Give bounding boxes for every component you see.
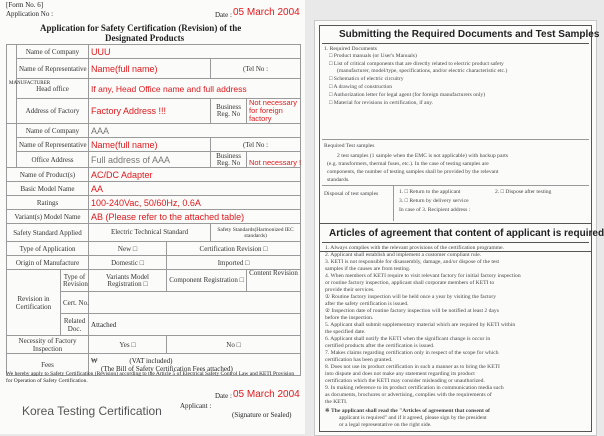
disposal-divider bbox=[393, 185, 394, 221]
new-option-label: New bbox=[117, 244, 132, 253]
article-line-14: 6. Applicant shall notify the KETI when the significant change is occur in bbox=[325, 336, 491, 342]
article-line-19: into dispute and does not make any statement regarding its product bbox=[325, 371, 475, 377]
article-line-2: 2. Applicant shall establish and implement a customer compliant rule. bbox=[325, 252, 482, 258]
bill-note: (The Bill of Safety Certification Fees attached) bbox=[101, 364, 233, 373]
domestic-option-label: Domestic bbox=[111, 258, 138, 267]
recipient-address-label: In case of 3. Recipient address : bbox=[399, 207, 471, 213]
content-revision-option[interactable] bbox=[247, 270, 301, 292]
yes-option-label: Yes bbox=[119, 340, 130, 349]
date2-value: 05 March 2004 bbox=[233, 389, 300, 400]
samples-text-4: standards. bbox=[327, 177, 350, 183]
article-line-12: 5. Applicant shall submit supplementary material which are required by KETI within bbox=[325, 322, 516, 328]
content-revision-label: Content Revision bbox=[249, 269, 298, 277]
doc-item-2-continued: (manufacturer, model/type, specifications, and/or electric characteristic etc.) bbox=[337, 68, 508, 74]
article-line-15: certified products after the certification is issued. bbox=[325, 343, 435, 349]
disposal-dispose-option[interactable]: 2. □ Dispose after testing bbox=[495, 189, 552, 195]
name-of-product-label: Name of Product(s) bbox=[7, 168, 89, 182]
variants-model-registration-option[interactable]: Variants Model Registration □ bbox=[89, 270, 167, 292]
article-line-18: 8. Does not use its product certification in such a manner as to bring the KETI bbox=[325, 364, 500, 370]
footer-brand: Korea Testing Certification bbox=[22, 404, 162, 418]
doc-item-2[interactable]: □ List of critical components that are directly related to electric product safety bbox=[329, 61, 504, 67]
required-samples-heading: Required Test samples bbox=[324, 143, 375, 149]
article-line-16: 7. Makes claims regarding certification only in respect of the scope for which bbox=[325, 350, 499, 356]
no-option-label: No bbox=[226, 340, 235, 349]
address-of-factory-label: Address of Factory bbox=[17, 99, 89, 124]
article-line-22: as documents, brochures or advertising, complies with the requirements of bbox=[325, 392, 492, 398]
samples-text-1: 2 test samples (1 sample when the EMC is not applicable) with backup parts bbox=[337, 153, 509, 159]
basic-model-label: Basic Model Name bbox=[7, 182, 89, 196]
tel-no-label: (Tel No : bbox=[242, 64, 269, 73]
final-note-2: applicant is required" and if it agreed, please sign by the president bbox=[339, 415, 487, 421]
variants-model-registration-label: Variants Model Registration bbox=[106, 272, 149, 288]
disposal-return-option[interactable]: 1. □ Return to the applicant bbox=[399, 189, 461, 195]
form-title-line2: Designated Products bbox=[105, 33, 185, 43]
articles-title: Articles of agreement that content of applicant is required bbox=[329, 228, 604, 239]
manufacturer-side-label: MANUFACTURER bbox=[7, 45, 17, 124]
application-form-table bbox=[6, 44, 301, 376]
doc-item-6[interactable]: □ Material for revisions in certification, if any. bbox=[329, 100, 434, 106]
head-office-label: Head office bbox=[17, 79, 89, 99]
final-note-1: ※ The applicant shall read the "Articles of agreement that consent of bbox=[325, 408, 490, 414]
samples-divider bbox=[322, 185, 589, 186]
head-office-value: If any, Head Office name and full address bbox=[89, 79, 301, 99]
component-registration-option[interactable]: Component Registration □ bbox=[167, 270, 247, 292]
submission-title: Submitting the Required Documents and Test Samples bbox=[339, 29, 600, 40]
factory-address-value: Factory Address !!! bbox=[89, 99, 211, 124]
product-value: AC/DC Adapter bbox=[89, 168, 301, 182]
safety-standard-label: Safety Standard Applied bbox=[7, 224, 89, 242]
company-name-value: UUU bbox=[89, 45, 301, 59]
cert-no-label: Cert. No. bbox=[61, 292, 89, 314]
certification-revision-label: Certification Revision bbox=[199, 244, 262, 253]
articles-divider bbox=[322, 242, 589, 243]
certification-revision-option[interactable]: Certification Revision □ bbox=[167, 242, 301, 256]
article-line-17: certification has been granted. bbox=[325, 357, 393, 363]
representative-value-2: Name(full name) bbox=[89, 138, 211, 152]
revision-in-certification-label: Revision in Certification bbox=[7, 270, 61, 336]
tel-no-label-2: (Tel No : bbox=[242, 140, 269, 149]
application-no-label: Application No : bbox=[6, 10, 54, 18]
article-line-6: or routine factory inspection, applicant shall corporate members of KETI to bbox=[325, 280, 495, 286]
type-of-application-label: Type of Application bbox=[7, 242, 89, 256]
component-registration-label: Component Registration bbox=[169, 276, 238, 284]
required-docs-heading: 1. Required Documents bbox=[324, 46, 377, 52]
business-reg-no-label-2: Business Reg. No bbox=[211, 152, 247, 168]
imported-option-label: Imported bbox=[217, 258, 244, 267]
disposal-label: Disposal of test samples bbox=[324, 191, 379, 197]
domestic-option[interactable]: Domestic □ bbox=[89, 256, 167, 270]
disposal-delivery-option[interactable]: 3. □ Return by delivery service bbox=[399, 198, 469, 204]
form-title-line1: Application for Safety Certification (Revision) of the bbox=[40, 23, 242, 33]
article-line-7: provide their services. bbox=[325, 287, 375, 293]
requirements-page bbox=[314, 20, 604, 436]
vat-included: (VAT included) bbox=[129, 356, 173, 365]
samples-text-3: components, the number of testing samples shall be provided by the relevant bbox=[327, 169, 499, 175]
doc-item-3[interactable]: □ Schematics of electric circuitry bbox=[329, 76, 404, 82]
article-line-5: 4. When members of KETI require to visit relevant factory for initial factory inspection bbox=[325, 273, 521, 279]
declaration-text: We hereby apply to Safety Certification (Revision) according to the Article 5 of Electrical Safety Control Law and KETI Provision for Operation of Safety Certification. bbox=[6, 371, 295, 384]
ratings-value: 100-240Vac, 50/60Hz, 0.6A bbox=[89, 196, 301, 210]
article-line-13: the specified date. bbox=[325, 329, 366, 335]
article-line-20: certification which the KETI may consider misleading or unauthorized. bbox=[325, 378, 485, 384]
name-of-company-label-2: Name of Company bbox=[17, 124, 89, 138]
date-label: Date : bbox=[215, 11, 232, 19]
article-line-11: before the inspection. bbox=[325, 315, 374, 321]
date2-label: Date : bbox=[215, 392, 232, 400]
ratings-label: Ratings bbox=[7, 196, 89, 210]
not-necessary-note2: for foreign factory bbox=[249, 106, 283, 123]
representative-value: Name(full name) bbox=[89, 59, 211, 79]
form-number: [Form No. 6] bbox=[6, 1, 44, 9]
samples-text-2: (e.g. transformers, thermal fuses, etc.). In the case of testing samples are bbox=[327, 161, 489, 167]
company-name-value-2: AAA bbox=[89, 124, 301, 138]
docs-divider bbox=[322, 139, 589, 140]
origin-label: Origin of Manufacture bbox=[7, 256, 89, 270]
office-address-value: Full address of AAA bbox=[89, 152, 211, 168]
attached-label: Attached bbox=[89, 314, 301, 336]
not-necessary-note1: Not necessary bbox=[249, 98, 297, 107]
representative-label: Name of Representative bbox=[17, 59, 89, 79]
final-note-3: or a legal representative on the right side. bbox=[339, 422, 432, 428]
article-line-21: 9. In making reference to its product certification in communication media such bbox=[325, 385, 504, 391]
doc-item-5[interactable]: □ Authorization letter for legal agent (for foreign manufacturers only) bbox=[329, 92, 486, 98]
applicant-label: Applicant : bbox=[180, 402, 212, 410]
article-line-10: ② Inspection date of routine factory inspection will be notified at least 2 days bbox=[325, 308, 499, 314]
office-address-label: Office Address bbox=[17, 152, 89, 168]
new-option[interactable]: New □ bbox=[89, 242, 167, 256]
article-line-3: 3. KETI is not responsible for disassembly, damage, and/or dispose of the test bbox=[325, 259, 500, 265]
imported-option[interactable]: Imported □ bbox=[167, 256, 301, 270]
no-option[interactable]: No □ bbox=[167, 336, 301, 354]
yes-option[interactable]: Yes □ bbox=[89, 336, 167, 354]
article-line-9: after the safety certification is issued. bbox=[325, 301, 409, 307]
representative-label-2: Name of Representative bbox=[17, 138, 89, 152]
name-of-company-label: Name of Company bbox=[17, 45, 89, 59]
title-divider bbox=[322, 43, 589, 44]
type-of-revision-label: Type of Revision bbox=[61, 270, 89, 292]
related-doc-label: Related Doc. bbox=[61, 314, 89, 336]
fees-label: Fees bbox=[7, 354, 89, 376]
safety-harmonized-option[interactable]: Safety Standards(Harmonized IEC standards) bbox=[211, 224, 301, 242]
article-line-8: ① Routine factory inspection will be held once a year by visiting the factory bbox=[325, 294, 497, 300]
signature-label: (Signature or Sealed) bbox=[232, 411, 292, 419]
basic-model-value: AA bbox=[89, 182, 301, 196]
won-sign: ₩ bbox=[91, 356, 98, 365]
necessity-inspection-label: Necessity of Factory Inspection bbox=[7, 336, 89, 354]
date-value: 05 March 2004 bbox=[233, 7, 300, 18]
article-line-1: 1. Always complies with the relevant provisions of the certification programme. bbox=[325, 245, 504, 251]
article-line-4: samples if the causes are from testing. bbox=[325, 266, 411, 272]
not-necessary-2: Not necessary ! bbox=[247, 152, 301, 168]
variant-models-label: Variant(s) Model Name bbox=[7, 210, 89, 224]
article-line-23: the KETI. bbox=[325, 399, 348, 405]
business-reg-no-label: Business Reg. No bbox=[211, 99, 247, 124]
doc-item-1[interactable]: □ Product manuals (or User's Manuals) bbox=[329, 53, 417, 59]
doc-item-4[interactable]: □ A drawing of construction bbox=[329, 84, 393, 90]
variant-models-value: AB (Please refer to the attached table) bbox=[89, 210, 301, 224]
electric-technical-option[interactable]: Electric Technical Standard bbox=[89, 224, 211, 242]
